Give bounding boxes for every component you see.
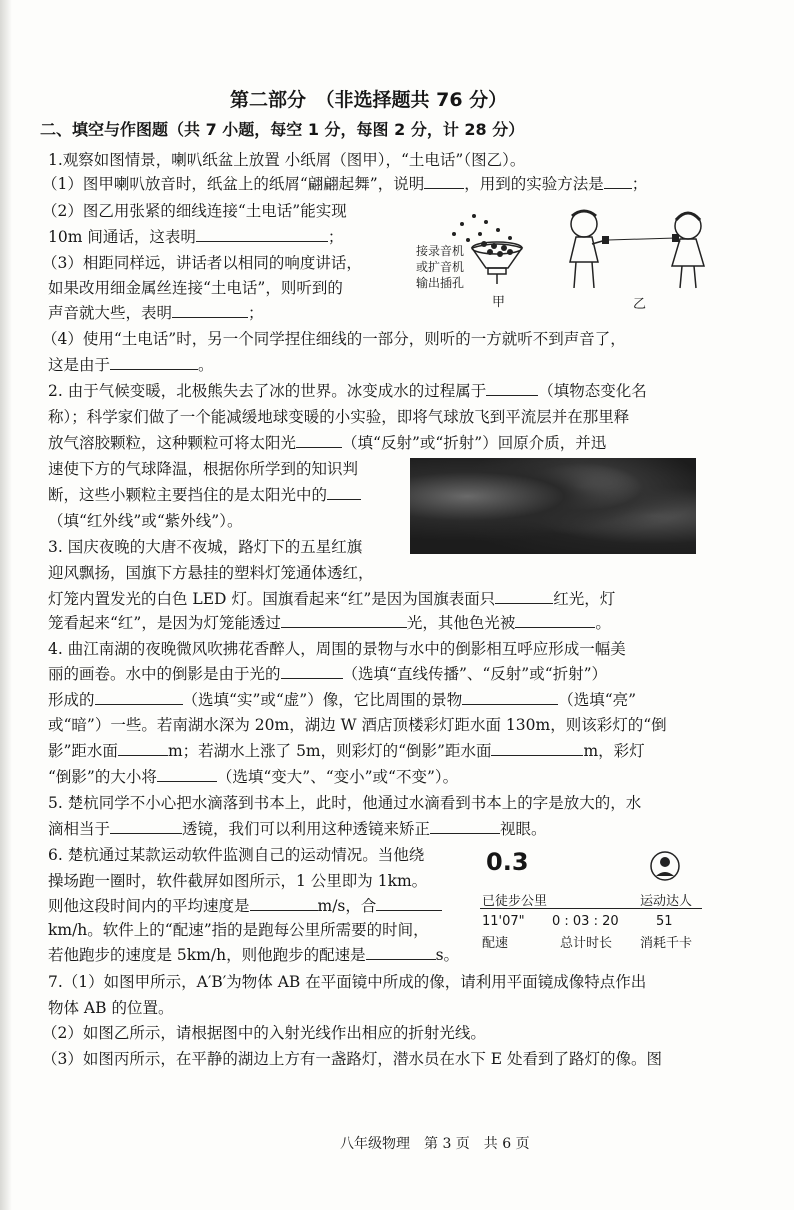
q6-line3-text: 则他这段时间内的平均速度是 [48, 897, 250, 915]
answer-blank[interactable] [376, 896, 442, 911]
q3-line2: 迎风飘扬，国旗下方悬挂的塑料灯笼通体透红， [48, 564, 374, 582]
q2-line1 [48, 381, 647, 401]
q4-line5 [48, 741, 645, 761]
part-title: 第二部分 （非选择题共 76 分） [230, 89, 508, 111]
app-divider [480, 908, 702, 909]
q2-line4: 速使下方的气球降温，根据你所学到的知识判 [48, 460, 359, 478]
q1-part3b: 如果改用细金属丝连接“土电话”，则听到的 [48, 279, 343, 297]
q4-line4: 或“暗”）一些。若南湖水深为 20m，湖边 W 酒店顶楼彩灯距水面 130m，则该彩灯的“倒 [48, 716, 667, 734]
answer-blank[interactable] [491, 741, 583, 756]
q1-part2b [48, 227, 343, 247]
q5-line2-end: 视眼。 [500, 820, 547, 838]
answer-blank[interactable] [366, 945, 436, 960]
answer-blank[interactable] [250, 896, 318, 911]
runner-avatar-icon [648, 850, 682, 888]
page-footer: 八年级物理 第 3 页 共 6 页 [340, 1136, 530, 1152]
answer-blank[interactable] [281, 664, 343, 679]
q2-line3-text: 放气溶胶颗粒，这种颗粒可将太阳光 [48, 434, 297, 452]
q2-line6: （填“红外线”或“紫外线”）。 [48, 512, 243, 530]
q2-line3-end: （填“反射”或“折射”）回原介质，并迅 [342, 434, 607, 452]
answer-blank[interactable] [172, 303, 248, 318]
q6-line5 [48, 945, 459, 965]
q2-line1-text: 2. 由于气候变暖，北极熊失去了冰的世界。冰变成水的过程属于 [48, 382, 487, 400]
figure-a-caption: 甲 [492, 295, 506, 310]
q7-line1: 7.（1）如图甲所示，A′B′为物体 AB 在平面镜中所成的像，请利用平面镜成像特点作出 [48, 973, 647, 991]
q4-line5-end: m，彩灯 [583, 742, 645, 760]
q4-line6-text: “倒影”的大小将 [48, 768, 157, 786]
answer-blank[interactable] [424, 174, 464, 189]
q3-line4 [48, 613, 611, 633]
q6-line4: km/h。软件上的“配速”指的是跑每公里所需要的时间， [48, 921, 429, 939]
q1-part3-text: 声音就大些，表明 [48, 304, 173, 322]
q4-line3-mid: （选填“实”或“虚”）像，它比周围的景物 [182, 691, 463, 709]
answer-blank[interactable] [110, 819, 182, 834]
q1-part2a: （2）图乙用张紧的细线连接“土电话”能实现 [42, 202, 347, 220]
q3-line3-end: 红光，灯 [553, 590, 616, 608]
q1-part4-end: 。 [198, 356, 214, 374]
q6-line5-text: 若他跑步的速度是 5km/h，则他跑步的配速是 [48, 946, 366, 964]
figure-string-telephone [558, 200, 728, 300]
app-pace-label: 配速 [482, 936, 509, 951]
q4-line3-text: 形成的 [48, 691, 95, 709]
q5-line1: 5. 楚杭同学不小心把水滴落到书本上，此时，他通过水滴看到书本上的字是放大的，水 [48, 794, 642, 812]
q4-line6-end: （选填“变大”、“变小”或“不变”）。 [216, 768, 459, 786]
q4-line6 [48, 767, 458, 787]
q1-part3a: （3）相距同样远，讲话者以相同的响度讲话， [42, 254, 362, 272]
q7-line3: （2）如图乙所示，请根据图中的入射光线作出相应的折射光线。 [42, 1024, 486, 1042]
q3-line4-end: 。 [595, 614, 611, 632]
app-pace-value: 11'07" [482, 914, 525, 929]
q2-line5-text: 断，这些小颗粒主要挡住的是太阳光中的 [48, 486, 328, 504]
q6-line5-end: s。 [435, 946, 460, 964]
figure-label-line2: 或扩音机 [416, 260, 465, 274]
answer-blank[interactable] [430, 819, 500, 834]
q7-line4: （3）如图丙所示，在平静的湖边上方有一盏路灯，潜水员在水下 E 处看到了路灯的像。图 [42, 1050, 663, 1068]
app-distance-value: 0.3 [486, 848, 529, 876]
figure-label-line1: 接录音机 [416, 244, 465, 258]
q4-line1: 4. 曲江南湖的夜晚微风吹拂花香醉人，周围的景物与水中的倒影相互呼应形成一幅美 [48, 640, 626, 658]
app-time-value: 0 : 03 : 20 [552, 914, 619, 929]
app-distance-label: 已徒步公里 [482, 894, 548, 909]
q2-line2: 称）；科学家们做了一个能减缓地球变暖的小实验，即将气球放飞到平流层并在那里释 [48, 408, 630, 426]
answer-blank[interactable] [118, 741, 168, 756]
q4-line2-end: （选填“直线传播”、“反射”或“折射”） [342, 665, 608, 683]
app-kcal-value: 51 [656, 914, 673, 929]
q3-line3 [48, 589, 615, 609]
app-badge: 运动达人 [640, 894, 693, 909]
q1-part3c [48, 303, 264, 323]
q4-line2-text: 丽的画卷。水中的倒影是由于光的 [48, 665, 281, 683]
q3-line1: 3. 国庆夜晚的大唐不夜城，路灯下的五星红旗 [48, 538, 363, 556]
answer-blank[interactable] [281, 613, 407, 628]
answer-blank[interactable] [515, 613, 595, 628]
answer-blank[interactable] [604, 174, 632, 189]
q1-part2-end: ； [327, 228, 344, 246]
q1-part1-text-a: （1）图甲喇叭放音时，纸盆上的纸屑“翩翩起舞”，说明 [42, 175, 425, 193]
section-title: 二、填空与作图题（共 7 小题，每空 1 分，每图 2 分，计 28 分） [40, 120, 525, 139]
answer-blank[interactable] [157, 767, 217, 782]
q7-line2: 物体 AB 的位置。 [48, 999, 174, 1017]
q6-line2: 操场跑一圈时，软件截屏如图所示，1 公里即为 1km。 [48, 872, 428, 890]
q4-line2 [48, 664, 607, 684]
q1-part1-text-b: ，用到的实验方法是 [464, 175, 604, 193]
answer-blank[interactable] [495, 589, 553, 604]
figure-label-line3: 输出插孔 [416, 276, 465, 290]
q5-line2-mid: 透镜，我们可以利用这种透镜来矫正 [182, 820, 431, 838]
q1-part3-end: ； [248, 304, 264, 322]
running-app-screenshot [478, 848, 704, 950]
q6-line3-mid: m/s，合 [317, 897, 377, 915]
q1-part1 [42, 174, 647, 194]
answer-blank[interactable] [462, 690, 558, 705]
q4-line5-text: 影”距水面 [48, 742, 118, 760]
q4-line3 [48, 690, 636, 710]
q1-part4a: （4）使用“土电话”时，另一个同学捏住细线的一部分，则听的一方就听不到声音了， [42, 330, 626, 348]
q1-part4-text: 这是由于 [48, 356, 111, 374]
q6-line1: 6. 楚杭通过某款运动软件监测自己的运动情况。当他绕 [48, 846, 425, 864]
app-kcal-label: 消耗千卡 [640, 936, 693, 951]
q2-line1-end: （填物态变化名 [538, 382, 647, 400]
app-time-label: 总计时长 [560, 936, 613, 951]
q6-line3 [48, 896, 442, 916]
q1-part1-text-c: ； [631, 175, 648, 193]
answer-blank[interactable] [486, 381, 538, 396]
figure-b-caption: 乙 [633, 297, 647, 312]
night-city-photo [410, 458, 696, 554]
q3-line3-text: 灯笼内置发光的白色 LED 灯。国旗看起来“红”是因为国旗表面只 [48, 590, 496, 608]
q5-line2-text: 滴相当于 [48, 820, 111, 838]
q4-line3-end: （选填“亮” [558, 691, 637, 709]
answer-blank[interactable] [196, 227, 328, 242]
q5-line2 [48, 819, 547, 839]
q3-line4-mid: 光，其他色光被 [406, 614, 516, 632]
answer-blank[interactable] [95, 690, 183, 705]
q2-line3 [48, 433, 606, 453]
q1-stem: 1.观察如图情景，喇叭纸盆上放置 小纸屑（图甲），“土电话”（图乙）。 [48, 151, 526, 169]
answer-blank[interactable] [110, 355, 198, 370]
q1-part4b [48, 355, 214, 375]
answer-blank[interactable] [296, 433, 342, 448]
q1-part2-text: 10m 间通话，这表明 [48, 228, 196, 246]
q4-line5-mid: m；若湖水上涨了 5m，则彩灯的“倒影”距水面 [167, 742, 492, 760]
scan-edge [0, 0, 12, 1210]
q2-line5 [48, 485, 361, 505]
children-string-telephone-icon [558, 200, 728, 300]
answer-blank[interactable] [327, 485, 361, 500]
q3-line4-text: 笼看起来“红”，是因为灯笼能透过 [48, 614, 281, 632]
